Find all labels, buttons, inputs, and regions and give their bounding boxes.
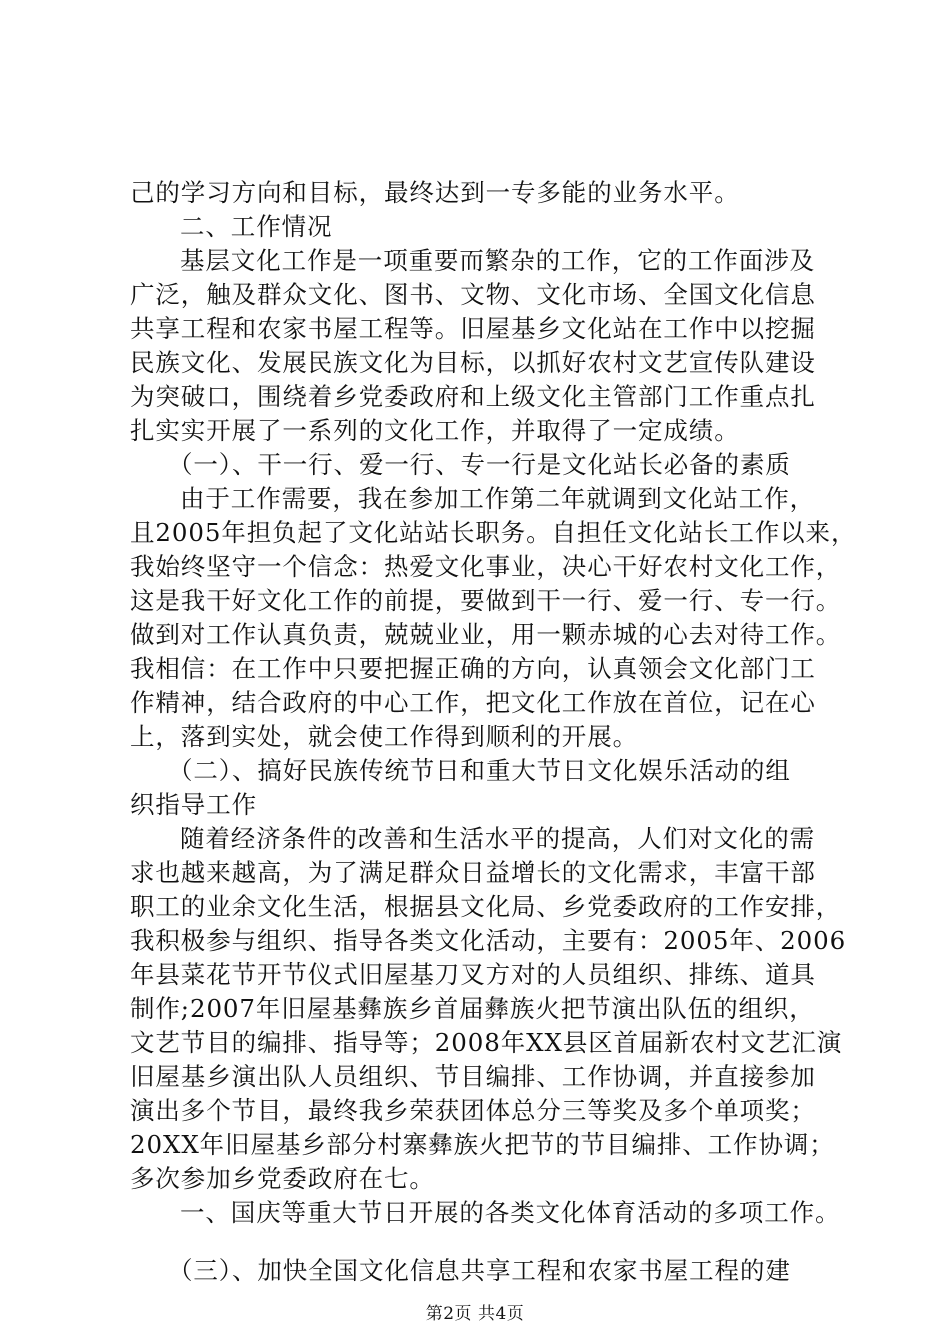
text-line: 20XX年旧屋基乡部分村寨彝族火把节的节目编排、工作协调；: [130, 1130, 835, 1159]
text-line: 文艺节目的编排、指导等；2008年XX县区首届新农村文艺汇演: [130, 1028, 843, 1057]
text-line: 己的学习方向和目标，最终达到一专多能的业务水平。: [130, 178, 740, 207]
text-line: 做到对工作认真负责，兢兢业业，用一颗赤城的心去对待工作。: [130, 620, 842, 649]
text-line: 我积极参与组织、指导各类文化活动，主要有：2005年、2006: [130, 926, 847, 955]
text-line: 民族文化、发展民族文化为目标，以抓好农村文艺宣传队建设: [130, 348, 816, 377]
text-line: 职工的业余文化生活，根据县文化局、乡党委政府的工作安排，: [130, 892, 842, 921]
text-line: 共享工程和农家书屋工程等。旧屋基乡文化站在工作中以挖掘: [130, 314, 816, 343]
subsection-heading: （二）、搞好民族传统节日和重大节日文化娱乐活动的组: [168, 756, 791, 785]
text-line: 且2005年担负起了文化站站长职务。自担任文化站长工作以来，: [130, 518, 857, 547]
text-line: 求也越来越高，为了满足群众日益增长的文化需求，丰富干部: [130, 858, 816, 887]
text-line: 多次参加乡党委政府在七。: [130, 1164, 435, 1193]
text-line: 由于工作需要，我在参加工作第二年就调到文化站工作，: [180, 484, 815, 513]
text-line: 我相信：在工作中只要把握正确的方向，认真领会文化部门工: [130, 654, 816, 683]
text-line: 旧屋基乡演出队人员组织、节目编排、工作协调，并直接参加: [130, 1062, 816, 1091]
section-heading: 二、工作情况: [180, 212, 333, 241]
text-line: 随着经济条件的改善和生活水平的提高，人们对文化的需: [180, 824, 815, 853]
subsection-heading: （三）、加快全国文化信息共享工程和农家书屋工程的建: [168, 1256, 791, 1285]
text-line: 扎实实开展了一系列的文化工作，并取得了一定成绩。: [130, 416, 740, 445]
text-line: 为突破口，围绕着乡党委政府和上级文化主管部门工作重点扎: [130, 382, 816, 411]
text-line: 广泛，触及群众文化、图书、文物、文化市场、全国文化信息: [130, 280, 816, 309]
subsection-heading: （一）、干一行、爱一行、专一行是文化站长必备的素质: [168, 450, 791, 479]
text-line: 演出多个节目，最终我乡荣获团体总分三等奖及多个单项奖；: [130, 1096, 816, 1125]
text-line: 制作;2007年旧屋基彝族乡首届彝族火把节演出队伍的组织，: [130, 994, 815, 1023]
text-line: 上，落到实处，就会使工作得到顺利的开展。: [130, 722, 638, 751]
page-number-footer: 第2页 共4页: [425, 1304, 525, 1324]
text-line: 基层文化工作是一项重要而繁杂的工作，它的工作面涉及: [180, 246, 815, 275]
text-line: 我始终坚守一个信念：热爱文化事业，决心干好农村文化工作，: [130, 552, 842, 581]
text-line: 一、国庆等重大节日开展的各类文化体育活动的多项工作。: [180, 1198, 841, 1227]
text-line: 这是我干好文化工作的前提，要做到干一行、爱一行、专一行。: [130, 586, 842, 615]
text-line: 年县菜花节开节仪式旧屋基刀叉方对的人员组织、排练、道具: [130, 960, 816, 989]
subsection-heading-continued: 织指导工作: [130, 790, 257, 819]
text-line: 作精神，结合政府的中心工作，把文化工作放在首位，记在心: [130, 688, 816, 717]
